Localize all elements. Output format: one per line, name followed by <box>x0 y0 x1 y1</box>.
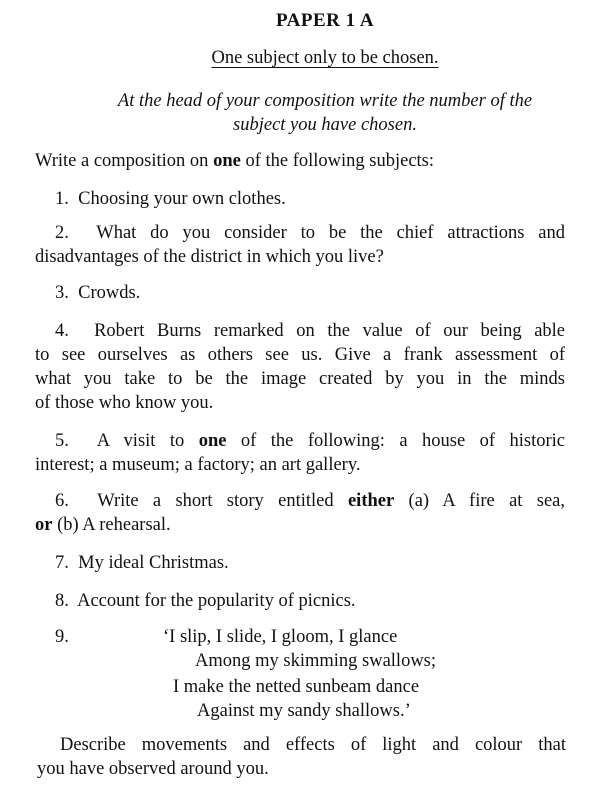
subject-5-line-2: interest; a museum; a factory; an art gallery. <box>35 455 361 475</box>
text: A visit to <box>96 431 199 451</box>
number: 7. <box>55 553 69 573</box>
subject-9-line-2: you have observed around you. <box>37 759 269 779</box>
text: What do you consider to be the chief attractions and <box>96 223 565 243</box>
subject-2-line-2: disadvantages of the district in which you live? <box>35 247 384 267</box>
intro-bold: one <box>213 151 241 171</box>
text: Crowds. <box>78 283 141 303</box>
subject-6-line-2 <box>35 514 171 536</box>
subject-3 <box>55 282 140 304</box>
subject-9-line-1: Describe movements and effects of light and colour that <box>60 735 566 755</box>
subtitle: One subject only to be chosen. <box>211 48 439 68</box>
text: Choosing your own clothes. <box>78 189 286 209</box>
option-b: (b) A rehearsal. <box>52 515 171 535</box>
subject-9-number: 9. <box>55 627 69 647</box>
text: Robert Burns remarked on the value of our being able <box>94 321 566 341</box>
number: 5. <box>55 431 69 451</box>
subject-7 <box>55 552 229 574</box>
number: 6. <box>55 491 69 511</box>
bold-word: either <box>347 491 395 511</box>
poem-line-3: I make the netted sunbeam dance <box>173 677 420 697</box>
subject-4-line-4: of those who know you. <box>35 393 214 413</box>
poem-line-2: Among my skimming swallows; <box>195 651 437 671</box>
subject-5-line-1 <box>55 430 565 452</box>
subject-4-line-2: to see ourselves as others see us. Give a frank assessment of <box>35 345 565 365</box>
text: Account for the popularity of picnics. <box>77 591 356 611</box>
poem-line-4: Against my sandy shallows.’ <box>197 701 411 721</box>
intro-text: Write a composition on <box>35 151 214 171</box>
number: 2. <box>55 223 69 243</box>
bold-word: one <box>198 431 227 451</box>
subject-8 <box>55 590 356 612</box>
text: Write a short story entitled <box>97 491 348 511</box>
option-a: (a) A fire at sea, <box>394 491 565 511</box>
subject-1 <box>55 188 286 210</box>
intro <box>35 150 434 172</box>
subject-2-line-1 <box>55 222 565 244</box>
instruction-line-1: At the head of your composition write the number of the <box>117 91 533 111</box>
page-title: PAPER 1 A <box>275 10 375 31</box>
number: 1. <box>55 189 69 209</box>
intro-text-end: of the following subjects: <box>240 151 435 171</box>
text-end: of the following: a house of historic <box>226 431 565 451</box>
instruction-line-2: subject you have chosen. <box>233 115 417 135</box>
number: 8. <box>55 591 69 611</box>
number: 3. <box>55 283 69 303</box>
number: 4. <box>55 321 69 341</box>
bold-or: or <box>35 515 53 535</box>
subject-4-line-3: what you take to be the image created by you in the minds <box>35 369 565 389</box>
poem-line-1: ‘I slip, I slide, I gloom, I glance <box>163 627 398 647</box>
text: My ideal Christmas. <box>78 553 229 573</box>
subject-6-line-1 <box>55 490 565 512</box>
subject-4-line-1 <box>55 320 565 342</box>
